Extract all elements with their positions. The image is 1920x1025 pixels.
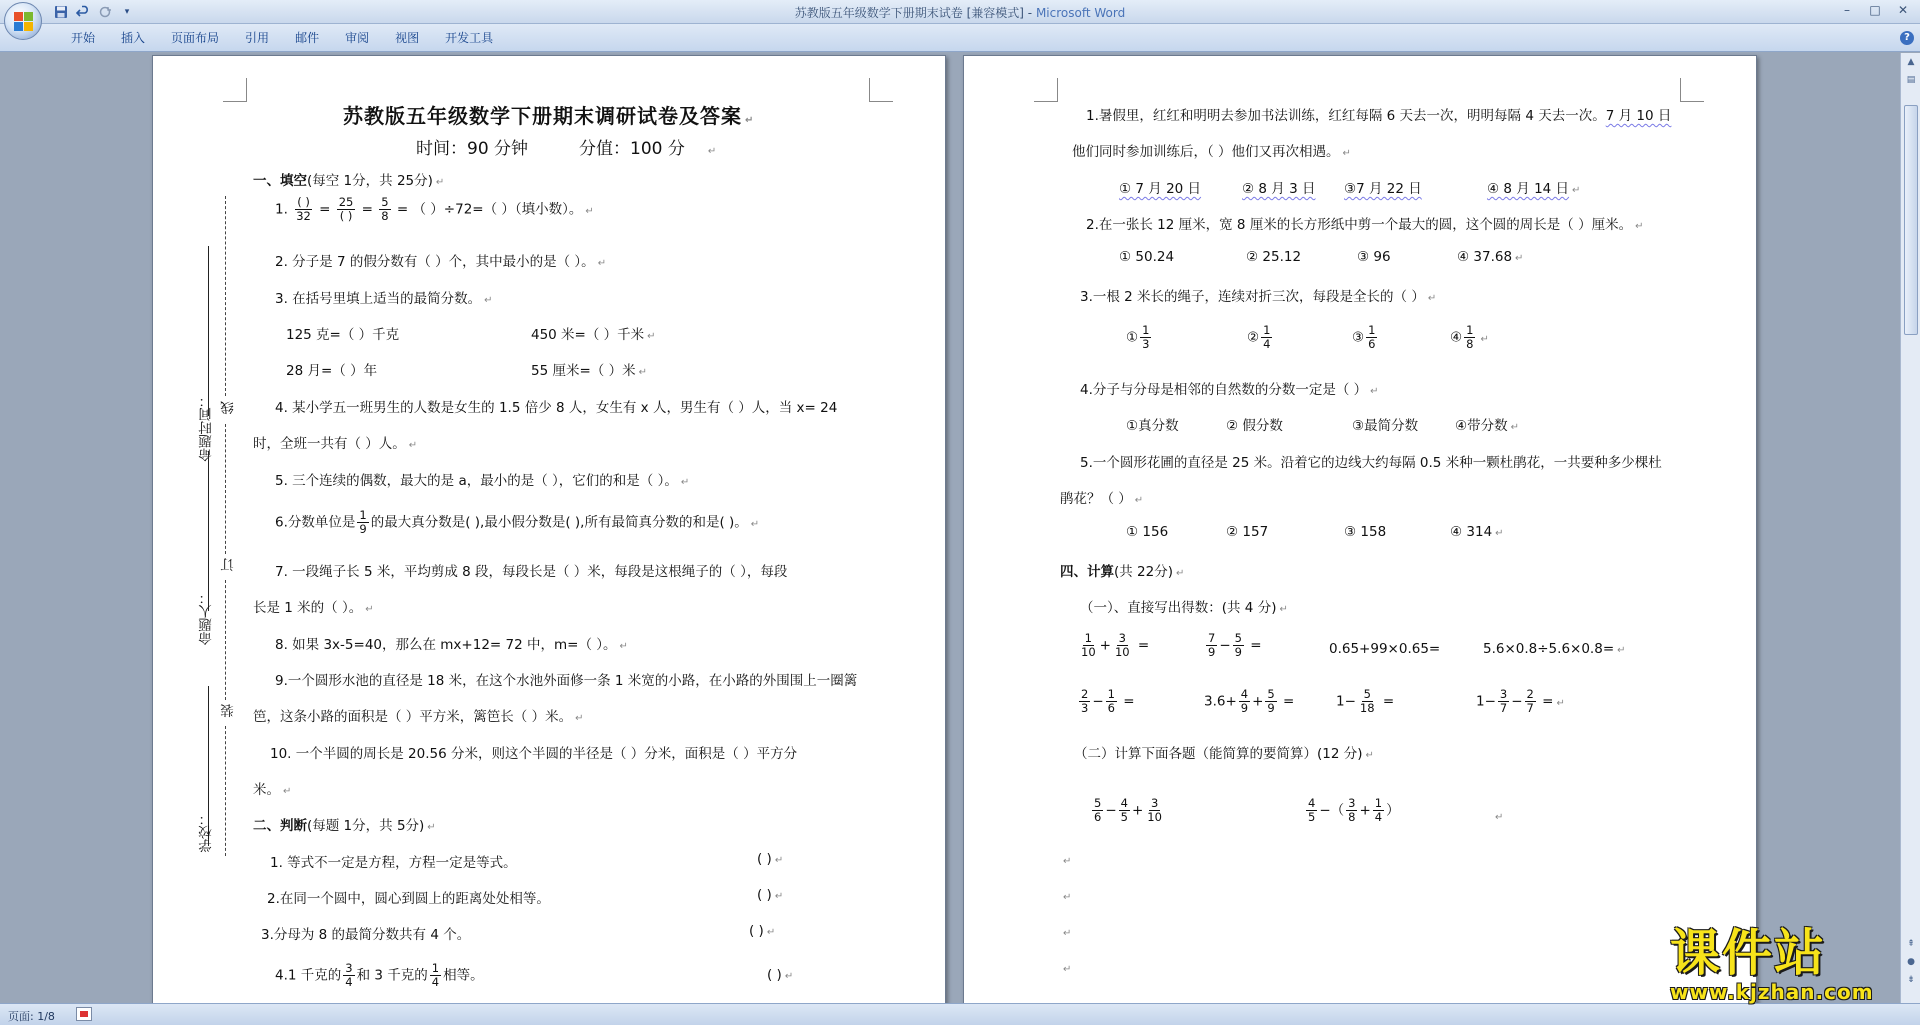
- tab-developer[interactable]: 开发工具: [445, 31, 494, 45]
- question-7-cont: 长是 1 米的（ ）。 ↵: [253, 600, 374, 616]
- exam-info: 时间：90 分钟 分值：100 分 ↵: [416, 139, 717, 159]
- fraction: $\frac{5}{8}$: [381, 195, 389, 223]
- office-logo-icon: [14, 12, 34, 32]
- margin-corner-mark: [869, 78, 893, 102]
- choice-3-option: ① $\frac{1}{3}$: [1126, 323, 1150, 351]
- binding-dashed-line: [225, 726, 226, 856]
- question-10-cont: 米。 ↵: [253, 782, 292, 798]
- choice-2-option: ① 50.24: [1119, 249, 1175, 265]
- page-counter[interactable]: 页面: 1/8: [8, 1010, 55, 1023]
- question-3-item: 55 厘米=（ ）米 ↵: [531, 363, 647, 379]
- question-3: 3. 在括号里填上适当的最简分数。 ↵: [275, 291, 493, 307]
- close-button[interactable]: ✕: [1897, 3, 1909, 17]
- judge-2: 2.在同一个圆中，圆心到圆上的距离处处相等。: [267, 891, 550, 907]
- fraction: $\frac{1}{4}$: [431, 961, 440, 989]
- choice-4-option: ④带分数 ↵: [1455, 418, 1519, 434]
- question-8: 8. 如果 3x-5=40，那么在 mx+12= 72 中，m=（ ）。 ↵: [275, 637, 628, 653]
- choice-1-cont: 他们同时参加训练后，（ ）他们又再次相遇。 ↵: [1072, 144, 1351, 160]
- fraction: $\frac{1}{8}$: [1466, 323, 1474, 351]
- choice-2-option: ② 25.12: [1246, 249, 1302, 265]
- fraction: $\frac{( )}{32}$: [296, 195, 311, 223]
- tab-page-layout[interactable]: 页面布局: [171, 31, 220, 45]
- margin-corner-mark: [1680, 78, 1704, 102]
- fraction: $\frac{3}{4}$: [345, 961, 353, 989]
- judge-answer-paren: ( ) ↵: [767, 967, 794, 983]
- choice-4: 4.分子与分母是相邻的自然数的分数一定是（ ） ↵: [1080, 382, 1379, 398]
- question-3-item: 28 月=（ ）年: [286, 363, 378, 379]
- binding-line: [208, 451, 209, 611]
- vertical-scrollbar[interactable]: [1900, 53, 1920, 1003]
- tab-mailings[interactable]: 邮件: [295, 31, 320, 45]
- binding-dashed-line: [225, 196, 226, 396]
- question-4-cont: 时，全班一共有（ ）人。 ↵: [253, 436, 418, 452]
- ruler-toggle-icon[interactable]: ▤: [1906, 75, 1916, 85]
- paragraph-mark: ↵: [1063, 892, 1072, 903]
- select-browse-object-icon[interactable]: ●: [1907, 957, 1915, 967]
- calc-item: 3.6+ $\frac{4}{9}$ + $\frac{5}{9}$ =: [1204, 687, 1295, 715]
- watermark-url: www.kjzhan.com: [1670, 980, 1874, 1004]
- judge-answer-paren: ( ) ↵: [757, 851, 784, 867]
- help-icon[interactable]: ?: [1900, 31, 1914, 45]
- page-title: 苏教版五年级数学下册期末调研试卷及答案 ↵: [343, 104, 755, 128]
- paragraph-mark: ↵: [1063, 856, 1072, 867]
- binding-dashed-line: [225, 580, 226, 700]
- subsection-2: （二）计算下面各题（能简算的要简算）(12 分) ↵: [1074, 746, 1374, 762]
- question-10: 10. 一个半圆的周长是 20.56 分米，则这个半圆的半径是（ ）分米，面积是（ ）平方分: [270, 746, 798, 762]
- section-heading-4: 四、计算(共 22分) ↵: [1060, 564, 1185, 580]
- fraction: $\frac{1}{9}$: [359, 508, 367, 536]
- choice-5: 5.一个圆形花圃的直径是 25 米。沿着它的边线大约每隔 0.5 米种一颗杜鹃花，一共要种多少棵杜: [1080, 455, 1662, 471]
- question-6: 6.分数单位是 $\frac{1}{9}$ 的最大真分数是( ),最小假分数是( ),所有最简真分数的和是( )。 ↵: [275, 508, 760, 536]
- question-5: 5. 三个连续的偶数，最大的是 a，最小的是（ ），它们的和是（ ）。 ↵: [275, 473, 690, 489]
- fraction: $\frac{1}{3}$: [1142, 323, 1150, 351]
- calc-item: 1− $\frac{5}{18}$ =: [1336, 687, 1395, 715]
- tab-review[interactable]: 审阅: [345, 31, 370, 45]
- paragraph-mark: ↵: [745, 115, 755, 126]
- judge-answer-paren: ( ) ↵: [749, 923, 776, 939]
- document-page-1[interactable]: [152, 55, 946, 1003]
- binding-label-time: 命题时间：: [199, 394, 215, 462]
- watermark-text: 课件站: [1670, 924, 1826, 982]
- minimize-button[interactable]: –: [1844, 3, 1850, 17]
- choice-1: 1.暑假里，红红和明明去参加书法训练，红红每隔 6 天去一次，明明每隔 4 天去一次。7 月 10 日: [1086, 108, 1672, 124]
- calc-item: $\frac{2}{3}$ − $\frac{1}{6}$ =: [1081, 687, 1135, 715]
- calc-expression: $\frac{5}{6}$ − $\frac{4}{5}$ + $\frac{3}{10}$: [1094, 796, 1162, 824]
- choice-4-option: ①真分数: [1126, 418, 1179, 434]
- choice-2-option: ③ 96: [1357, 249, 1391, 265]
- binding-dashed-line: [225, 424, 226, 554]
- document-title: 苏教版五年级数学下册期末试卷 [兼容模式]: [794, 6, 1024, 20]
- window-controls: [1834, 1, 1916, 19]
- choice-5-option: ③ 158: [1344, 524, 1387, 540]
- choice-5-option: ① 156: [1126, 524, 1169, 540]
- choice-3-option: ② $\frac{1}{4}$: [1247, 323, 1271, 351]
- scroll-up-icon[interactable]: ▲: [1907, 57, 1915, 67]
- prev-page-icon[interactable]: ⇞: [1907, 939, 1915, 949]
- choice-4-option: ② 假分数: [1226, 418, 1283, 434]
- fraction: $\frac{1}{4}$: [1263, 323, 1271, 351]
- choice-1-option: ① 7 月 20 日: [1119, 181, 1202, 197]
- choice-2: 2.在一张长 12 厘米，宽 8 厘米的长方形纸中剪一个最大的圆，这个圆的周长是（ ）厘米。 ↵: [1086, 217, 1644, 233]
- customize-icon[interactable]: ▾: [124, 7, 130, 17]
- fraction: $\frac{1}{6}$: [1368, 323, 1376, 351]
- binding-line: [208, 246, 209, 416]
- fraction: $\frac{25}{( )}$: [338, 195, 354, 223]
- question-3-item: 450 米=（ ）千米 ↵: [531, 327, 656, 343]
- app-name: Microsoft Word: [1035, 6, 1126, 20]
- choice-3-option: ③ $\frac{1}{6}$: [1352, 323, 1376, 351]
- tab-view[interactable]: 视图: [395, 31, 420, 45]
- window-title: 苏教版五年级数学下册期末试卷 [兼容模式] - Microsoft Word: [794, 6, 1126, 20]
- judge-1: 1. 等式不一定是方程，方程一定是等式。: [270, 855, 517, 871]
- paragraph-mark: ↵: [1063, 928, 1072, 939]
- binding-mark-ding: 订: [221, 558, 237, 572]
- question-7: 7. 一段绳子长 5 米，平均剪成 8 段，每段长是（ ）米，每段是这根绳子的（ ），每段: [275, 564, 788, 580]
- proofing-status-icon[interactable]: [76, 1007, 92, 1021]
- choice-3: 3.一根 2 米长的绳子，连续对折三次，每段是全长的（ ） ↵: [1080, 289, 1437, 305]
- tab-references[interactable]: 引用: [245, 31, 270, 45]
- judge-3: 3.分母为 8 的最简分数共有 4 个。: [261, 927, 471, 943]
- margin-corner-mark: [1034, 78, 1058, 102]
- status-bar: [0, 1003, 1920, 1025]
- section-heading-2: 二、判断(每题 1分，共 5分) ↵: [253, 818, 436, 834]
- judge-4: 4.1 千克的 $\frac{3}{4}$ 和 3 千克的 $\frac{1}{4}$ 相等。: [275, 961, 484, 989]
- scrollbar-thumb[interactable]: [1904, 105, 1918, 335]
- document-workspace: [0, 53, 1900, 1003]
- question-3-item: 125 克=（ ）千克: [286, 327, 400, 343]
- calc-item: 0.65+99×0.65=: [1329, 641, 1441, 657]
- judge-answer-paren: ( ) ↵: [757, 887, 784, 903]
- choice-5-option: ④ 314 ↵: [1450, 524, 1504, 540]
- binding-label-person: 命题人：: [199, 591, 215, 645]
- ribbon-tabs: [0, 24, 1920, 52]
- calc-item: $\frac{1}{10}$ + $\frac{3}{10}$ =: [1081, 631, 1150, 659]
- margin-corner-mark: [223, 78, 247, 102]
- choice-3-option: ④ $\frac{1}{8}$ ↵: [1450, 323, 1489, 351]
- next-page-icon[interactable]: ⇟: [1907, 975, 1915, 985]
- choice-4-option: ③最简分数: [1352, 418, 1419, 434]
- binding-label-school: 学校：: [199, 812, 215, 853]
- office-button[interactable]: [4, 2, 42, 40]
- question-1: 1. $\frac{( )}{32}$ = $\frac{25}{( )}$ = $\frac{5}{8}$ = （ ）÷72=（ ）（填小数）。 ↵: [275, 195, 594, 223]
- calc-item: $\frac{7}{9}$ − $\frac{5}{9}$ =: [1208, 631, 1262, 659]
- paragraph-mark: ↵: [1063, 964, 1072, 975]
- maximize-button[interactable]: □: [1869, 3, 1881, 17]
- choice-5-cont: 鹃花？（ ） ↵: [1060, 491, 1144, 507]
- question-9-cont: 笆，这条小路的面积是（ ）平方米，篱笆长（ ）米。 ↵: [253, 709, 584, 725]
- paragraph-mark: ↵: [1495, 812, 1504, 823]
- calc-item: 5.6×0.8÷5.6×0.8= ↵: [1483, 641, 1626, 657]
- calc-expression: $\frac{4}{5}$ −（ $\frac{3}{8}$ + $\frac{1}{4}$ ）: [1308, 796, 1400, 824]
- tab-home[interactable]: 开始: [71, 31, 96, 45]
- document-page-2[interactable]: [963, 55, 1757, 1003]
- title-bar: [0, 0, 1920, 24]
- binding-mark-zhuang: 装: [221, 704, 237, 718]
- choice-5-option: ② 157: [1226, 524, 1269, 540]
- question-2: 2. 分子是 7 的假分数有（ ）个，其中最小的是（ ）。 ↵: [275, 254, 607, 270]
- watermark-logo: [1670, 924, 1900, 1004]
- choice-2-option: ④ 37.68 ↵: [1457, 249, 1524, 265]
- choice-1-option: ③7 月 22 日: [1344, 181, 1422, 197]
- subsection-1: （一）、直接写出得数：(共 4 分) ↵: [1080, 600, 1288, 616]
- question-4: 4. 某小学五一班男生的人数是女生的 1.5 倍少 8 人，女生有 x 人，男生有（ ）人，当 x= 24: [275, 400, 838, 416]
- calc-item: 1− $\frac{3}{7}$ − $\frac{2}{7}$ = ↵: [1476, 687, 1565, 715]
- question-9: 9.一个圆形水池的直径是 18 米，在这个水池外面修一条 1 米宽的小路，在小路的外围围上一圈篱: [275, 673, 858, 689]
- binding-mark-xian: 线: [221, 401, 237, 415]
- choice-1-option: ④ 8 月 14 日 ↵: [1487, 181, 1581, 197]
- section-heading-1: 一、填空(每空 1分，共 25分) ↵: [253, 173, 445, 189]
- tab-insert[interactable]: 插入: [121, 31, 146, 45]
- choice-1-option: ② 8 月 3 日: [1242, 181, 1316, 197]
